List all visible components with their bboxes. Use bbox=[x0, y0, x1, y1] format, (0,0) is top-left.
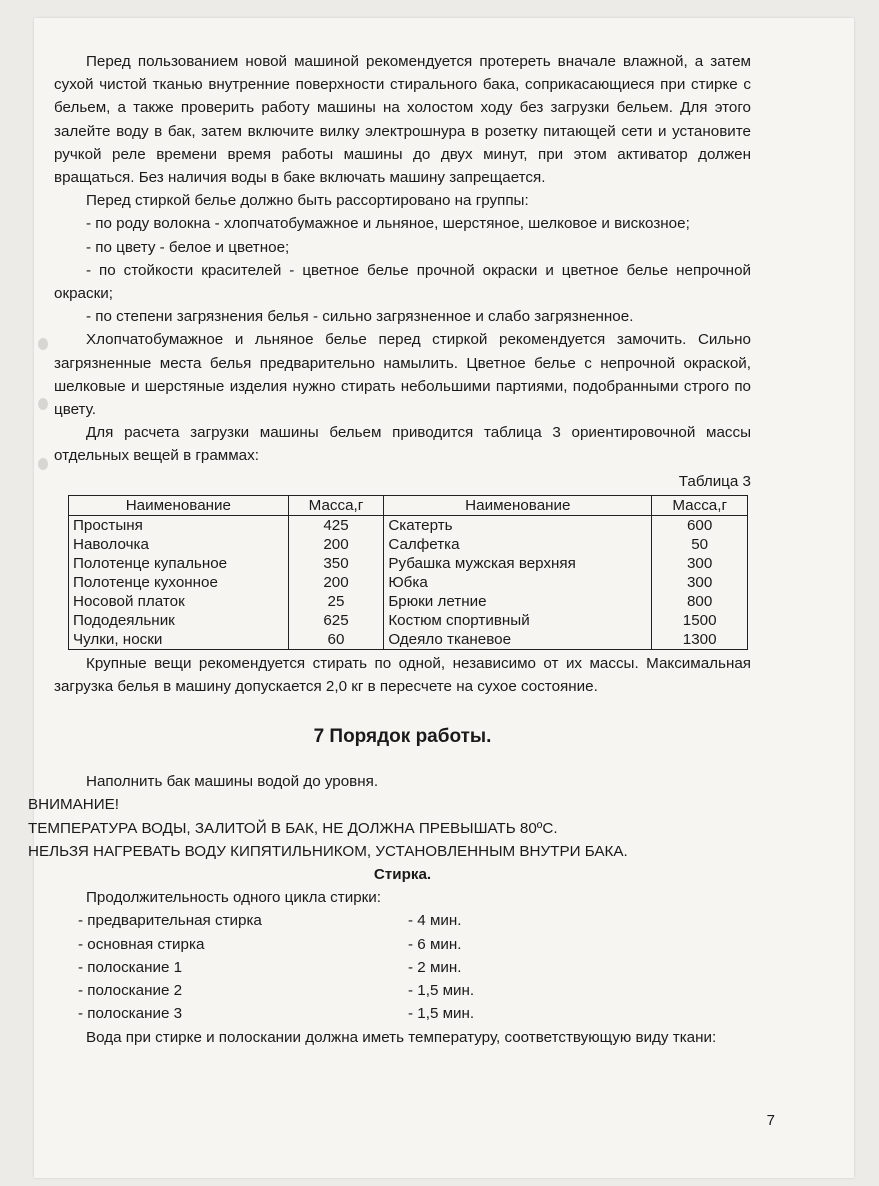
intro-paragraph-1: Перед пользованием новой машиной рекомендуется протереть вначале влажной, а затем сухой чистой тканью внутренние поверхности стирального бака, соприкасающиеся при стирке с бельем, а также проверить работу машины на холостом ходу без загрузки бельем. Для этого залейте воду в бак, затем включите вилку электрошнура в розетку питающей сети и установите ручкой реле времени время работы машины до двух минут, при этом активатор должен вращаться. Без наличия воды в баке включать машину запрещается. bbox=[54, 53, 751, 187]
table-cell: Носовой платок bbox=[69, 592, 289, 611]
duration-item bbox=[78, 1002, 751, 1025]
duration-name: - полоскание 2 bbox=[78, 982, 183, 1000]
table-cell: Полотенце кухонное bbox=[69, 573, 289, 592]
table-cell: 1500 bbox=[652, 611, 748, 630]
after-table-paragraph: Крупные вещи рекомендуется стирать по одной, независимо от их массы. Максимальная загрузка белья в машину допускается 2,0 кг в пересчете на сухое состояние. bbox=[54, 654, 751, 696]
duration-time: - 4 мин. bbox=[408, 912, 462, 930]
table-cell: 625 bbox=[288, 611, 384, 630]
table-cell: 300 bbox=[652, 554, 748, 573]
duration-name: - предварительная стирка bbox=[78, 912, 262, 930]
table-cell: 425 bbox=[288, 515, 384, 535]
temperature-note: Вода при стирке и полоскании должна иметь температуру, соответствующую виду ткани: bbox=[86, 1028, 717, 1046]
duration-item bbox=[78, 909, 751, 932]
binding-hole bbox=[38, 458, 48, 470]
warning-heater: НЕЛЬЗЯ НАГРЕВАТЬ ВОДУ КИПЯТИЛЬНИКОМ, УСТАНОВЛЕННЫМ ВНУТРИ БАКА. bbox=[28, 842, 628, 860]
group-fiber: - по роду волокна - хлопчатобумажное и льняное, шерстяное, шелковое и вискозное; bbox=[86, 215, 690, 233]
warning-heading: ВНИМАНИЕ! bbox=[28, 796, 120, 814]
table-cell: 200 bbox=[288, 573, 384, 592]
table-header: Наименование bbox=[384, 495, 652, 515]
table-cell: 25 bbox=[288, 592, 384, 611]
table-cell: 350 bbox=[288, 554, 384, 573]
table-cell: 50 bbox=[652, 535, 748, 554]
fill-instruction: Наполнить бак машины водой до уровня. bbox=[86, 773, 379, 791]
table-cell: Простыня bbox=[69, 515, 289, 535]
intro-paragraph-2: Перед стиркой белье должно быть рассортировано на группы: bbox=[86, 192, 529, 210]
binding-hole bbox=[38, 338, 48, 350]
table-cell: Чулки, носки bbox=[69, 630, 289, 650]
section-title: 7 Порядок работы. bbox=[313, 726, 492, 748]
table-header: Наименование bbox=[69, 495, 289, 515]
table-cell: Полотенце купальное bbox=[69, 554, 289, 573]
table-row bbox=[69, 554, 748, 573]
subsection-title: Стирка. bbox=[373, 866, 432, 884]
table-cell: Рубашка мужская верхняя bbox=[384, 554, 652, 573]
table-header-row bbox=[69, 495, 748, 515]
duration-time: - 1,5 мин. bbox=[408, 1005, 475, 1023]
duration-time: - 2 мин. bbox=[408, 958, 462, 976]
page-number: 7 bbox=[766, 1112, 775, 1129]
binding-hole bbox=[38, 398, 48, 410]
table-row bbox=[69, 611, 748, 630]
table-header: Масса,г bbox=[652, 495, 748, 515]
table-row bbox=[69, 515, 748, 535]
table-cell: 300 bbox=[652, 573, 748, 592]
duration-time: - 6 мин. bbox=[408, 935, 462, 953]
duration-item bbox=[78, 933, 751, 956]
table-cell: 600 bbox=[652, 515, 748, 535]
table-cell: 60 bbox=[288, 630, 384, 650]
table-cell: Салфетка bbox=[384, 535, 652, 554]
table-row bbox=[69, 630, 748, 650]
duration-item bbox=[78, 956, 751, 979]
table-cell: Костюм спортивный bbox=[384, 611, 652, 630]
group-dye: - по стойкости красителей - цветное белье прочной окраски и цветное белье непрочной окраски; bbox=[54, 261, 751, 303]
table-cell: 200 bbox=[288, 535, 384, 554]
table-header: Масса,г bbox=[288, 495, 384, 515]
table-cell: Пододеяльник bbox=[69, 611, 289, 630]
intro-paragraph-3: Хлопчатобумажное и льняное белье перед стиркой рекомендуется замочить. Сильно загрязненные места белья предварительно намылить. Цветное белье с непрочной окраской, шелковые и шерстяные изделия нужно стирать небольшими партиями, подобранными строго по цвету. bbox=[54, 331, 751, 419]
warning-temperature: ТЕМПЕРАТУРА ВОДЫ, ЗАЛИТОЙ В БАК, НЕ ДОЛЖНА ПРЕВЫШАТЬ 80ºС. bbox=[28, 819, 558, 837]
duration-name: - полоскание 1 bbox=[78, 958, 183, 976]
table-cell: Юбка bbox=[384, 573, 652, 592]
table-cell: Одеяло тканевое bbox=[384, 630, 652, 650]
table-cell: Наволочка bbox=[69, 535, 289, 554]
intro-paragraph-4: Для расчета загрузки машины бельем приводится таблица 3 ориентировочной массы отдельных вещей в граммах: bbox=[54, 424, 751, 465]
mass-table bbox=[68, 495, 748, 650]
group-color: - по цвету - белое и цветное; bbox=[86, 238, 290, 256]
table-cell: 800 bbox=[652, 592, 748, 611]
duration-time: - 1,5 мин. bbox=[408, 982, 475, 1000]
duration-name: - основная стирка bbox=[78, 935, 205, 953]
duration-title: Продолжительность одного цикла стирки: bbox=[86, 889, 382, 907]
table-row bbox=[69, 592, 748, 611]
table-cell: Брюки летние bbox=[384, 592, 652, 611]
page-content bbox=[28, 50, 751, 1049]
table-cell: 1300 bbox=[652, 630, 748, 650]
duration-name: - полоскание 3 bbox=[78, 1005, 183, 1023]
table-caption: Таблица 3 bbox=[678, 472, 751, 490]
duration-item bbox=[78, 979, 751, 1002]
table-row bbox=[69, 535, 748, 554]
table-cell: Скатерть bbox=[384, 515, 652, 535]
group-soil: - по степени загрязнения белья - сильно загрязненное и слабо загрязненное. bbox=[86, 308, 634, 326]
table-row bbox=[69, 573, 748, 592]
